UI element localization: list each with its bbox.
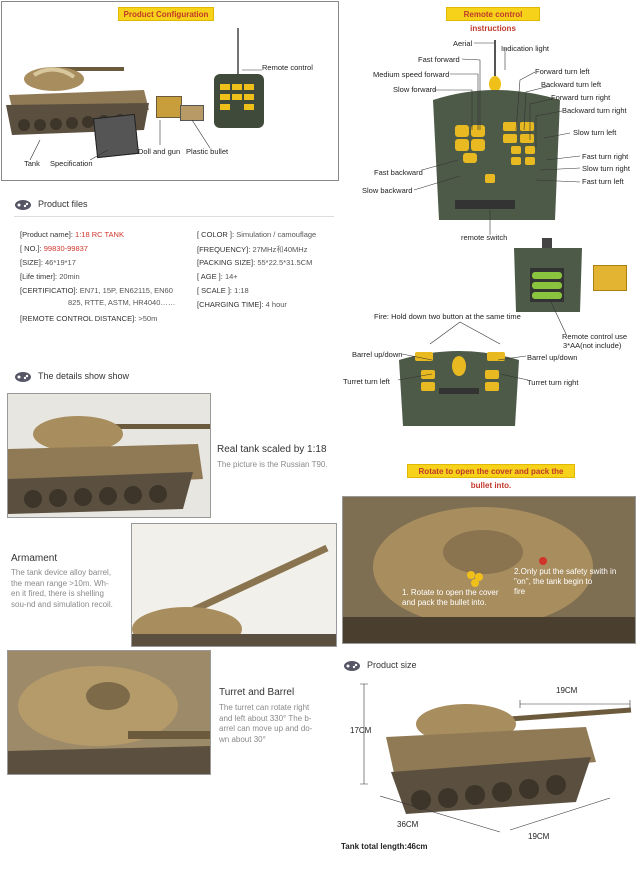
spec-certification: [CERTIFICATIO]: EN71, 15P, EN62115, EN60	[20, 286, 173, 295]
spec-no: [ NO.]: 99830-99837	[20, 244, 88, 253]
doll-gun-label: Doll and gun	[138, 147, 181, 156]
spec-product-name: [Product name]: 1:18 RC TANK	[20, 230, 124, 239]
forward-turn-right-label: Forward turn right	[551, 93, 611, 102]
plastic-bullet-label: Plastic bullet	[186, 147, 229, 156]
remote-control-use-label: Remote control use	[562, 332, 628, 341]
armament-drawing	[132, 524, 337, 647]
real-tank-body: The picture is the Russian T90.	[217, 460, 328, 469]
turret-body: The turret can rotate right and left about 330° The b- arrel can move up and do- wn about 30°	[219, 703, 313, 744]
spec-charging-time: [CHARGING TIME]: 4 hour	[197, 300, 287, 309]
remote-control-label: Remote control	[262, 63, 313, 72]
files-divider	[14, 216, 334, 217]
details-header	[14, 370, 129, 382]
remote-switch-label: remote switch	[461, 233, 508, 242]
controller-icon	[14, 198, 32, 210]
remote-leaders	[340, 30, 640, 260]
turret-drawing	[8, 651, 211, 775]
spec-color: [ COLOR ]: Simulation / camouflage	[197, 230, 317, 239]
fast-forward-label: Fast forward	[418, 55, 460, 64]
fire-button-left-label: Fire	[425, 344, 436, 350]
real-tank-title: Real tank scaled by 1:18	[217, 444, 327, 455]
real-tank-photo	[7, 393, 211, 518]
spec-life-timer: [Life timer]: 20min	[20, 272, 80, 281]
product-files-title: Product files	[38, 199, 88, 209]
details-title: The details show show	[38, 371, 130, 381]
indication-light-label: Indication light	[501, 44, 549, 53]
controller-icon	[14, 370, 32, 382]
barrel-left-label: Barrel up/down	[352, 350, 403, 359]
batteries-label: 3*AA(not include)	[563, 341, 622, 350]
product-files-header	[14, 198, 88, 210]
battery-cover-image	[593, 265, 627, 291]
medium-speed-forward-label: Medium speed forward	[373, 70, 450, 79]
armament-body: The tank device alloy barrel, the mean range >10m. Wh- en it fired, there is shelling sou-nd and simulation recoil.	[11, 568, 113, 609]
length-label: 36CM	[397, 820, 419, 829]
fire-button-right-label: Fire	[495, 344, 506, 350]
cover-banner: Rotate to open the cover and pack the bullet into.	[407, 464, 575, 478]
slow-backward-label: Slow backward	[362, 186, 413, 195]
backward-turn-left-label: Backward turn left	[541, 80, 602, 89]
spec-certification-cont: 825, RTTE, ASTM, HR4040……	[68, 298, 176, 307]
fast-turn-right-label: Fast turn right	[582, 152, 629, 161]
spec-age: [ AGE ]: 14+	[197, 272, 238, 281]
aerial-label: Aerial	[453, 39, 473, 48]
width-bottom-label: 19CM	[528, 832, 550, 841]
forward-turn-left-label: Forward turn left	[535, 67, 590, 76]
fire-note-label: Fire: Hold down two button at the same time	[374, 312, 521, 321]
spec-remote-distance: [REMOTE CONTROL DISTANCE]: >50m	[20, 314, 158, 323]
slow-turn-left-label: Slow turn left	[573, 128, 617, 137]
turret-title: Turret and Barrel	[219, 687, 295, 698]
cover-step2: 2.Only put the safety swith in "on", the tank begin to fire	[514, 567, 617, 596]
fast-turn-left-label: Fast turn left	[582, 177, 624, 186]
real-tank-drawing	[8, 394, 211, 518]
spec-packing-size: [PACKING SIZE]: 55*22.5*31.5CM	[197, 258, 313, 267]
cover-step1: 1. Rotate to open the cover and pack the bullet into.	[402, 588, 499, 607]
slow-forward-label: Slow forward	[393, 85, 437, 94]
remote-banner: Remote control instructions	[446, 7, 540, 21]
fast-backward-label: Fast backward	[374, 168, 423, 177]
config-banner: Product Configuration	[118, 7, 214, 21]
slow-turn-right-label: Slow turn right	[582, 164, 630, 173]
total-length-label: Tank total length:46cm	[341, 842, 428, 851]
tank-label: Tank	[24, 159, 40, 168]
armament-photo	[131, 523, 337, 647]
turret-photo	[7, 650, 211, 775]
turret-right-label: Turret turn right	[527, 378, 579, 387]
product-size-header	[343, 659, 417, 671]
specification-label: Specification	[50, 159, 93, 168]
controller-icon	[343, 659, 361, 671]
product-size-title: Product size	[367, 660, 417, 670]
size-dimension-lines	[340, 680, 640, 840]
spec-size: [SIZE]: 46*19*17	[20, 258, 76, 267]
armament-title: Armament	[11, 553, 58, 564]
spec-scale: [ SCALE ]: 1:18	[197, 286, 249, 295]
barrel-right-label: Barrel up/down	[527, 353, 578, 362]
width-top-label: 19CM	[556, 686, 578, 695]
backward-turn-right-label: Backward turn right	[562, 106, 627, 115]
turret-left-label: Turret turn left	[343, 377, 390, 386]
height-label: 17CM	[350, 726, 372, 735]
spec-frequency: [FREQUENCY]: 27MHz和40MHz	[197, 245, 308, 254]
